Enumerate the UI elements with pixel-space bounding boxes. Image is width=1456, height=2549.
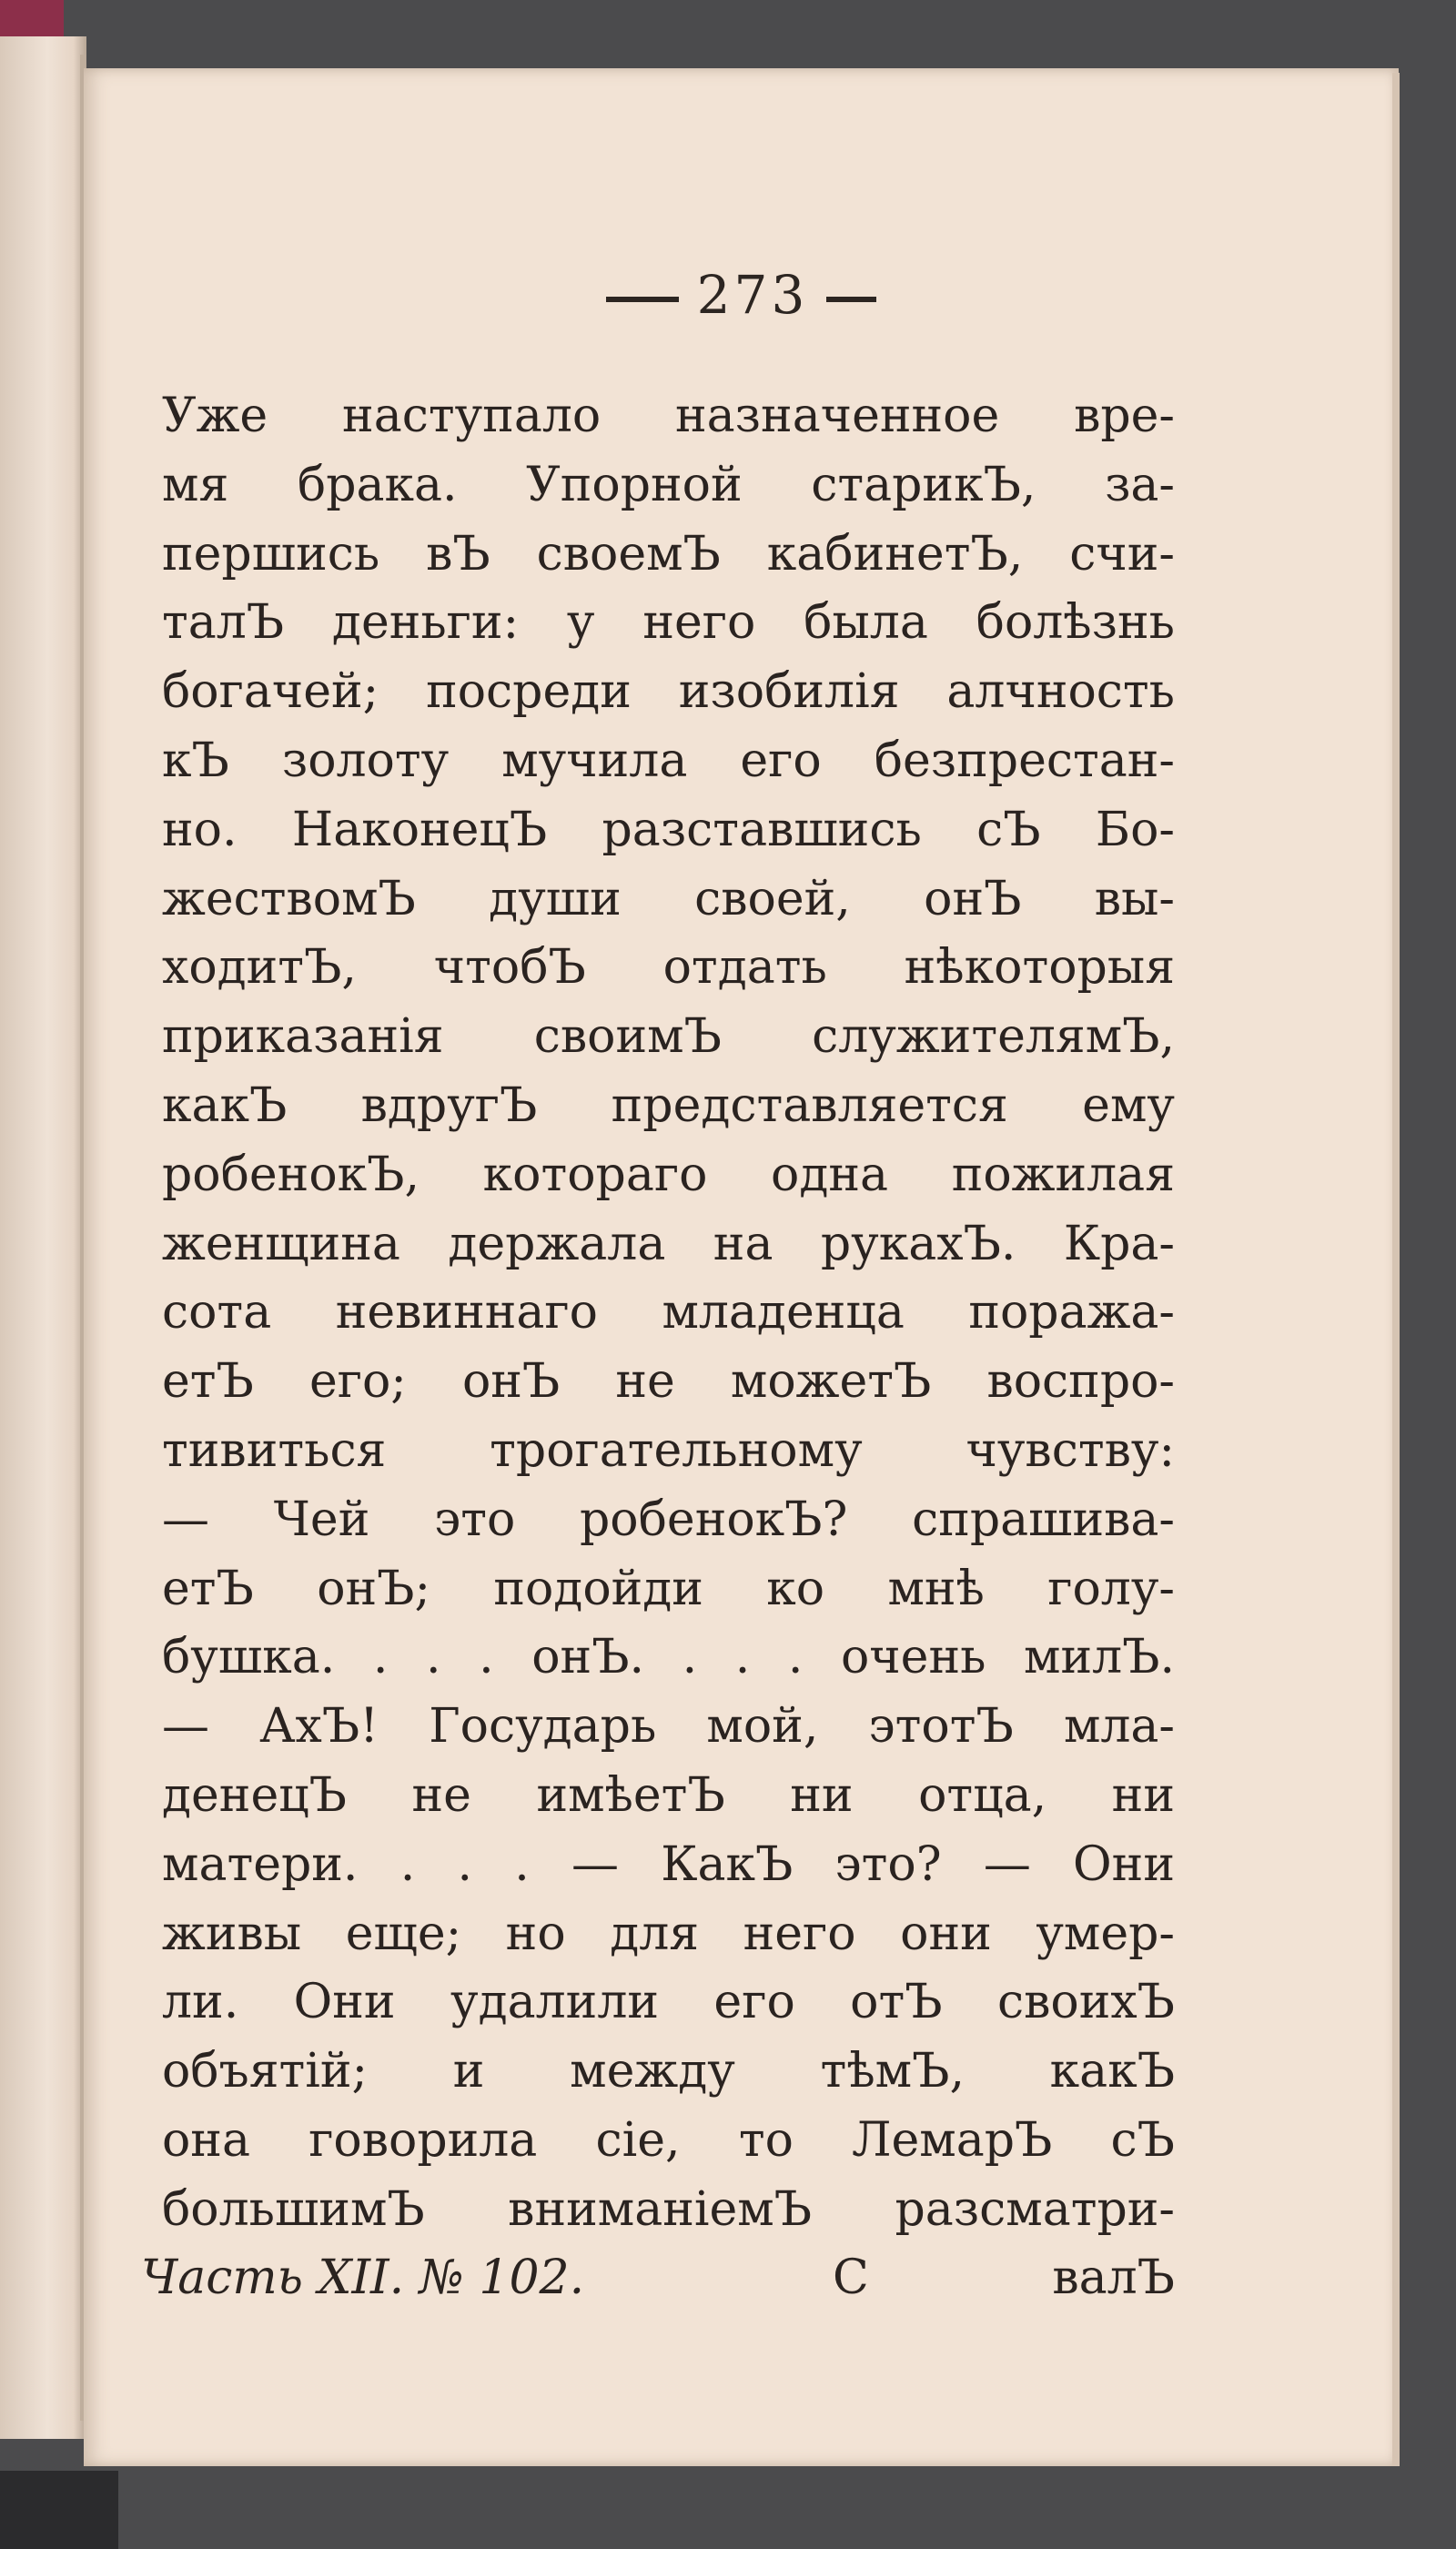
text-line: ли. Они удалили его отЪ своихЪ: [162, 1975, 1175, 2030]
body-text: [162, 382, 1175, 2245]
text-line: богачей; посреди изобилія алчность: [162, 664, 1175, 720]
text-line: большимЪ вниманіемЪ разсматри-: [162, 2181, 1175, 2237]
book-spine: [0, 0, 64, 36]
text-line: сота невиннаго младенца поража-: [162, 1285, 1175, 1340]
text-line: — АхЪ! Государь мой, этотЪ мла-: [162, 1699, 1175, 1755]
page-number: [84, 264, 1399, 326]
text-line: жествомЪ души своей, онЪ вы-: [162, 871, 1175, 926]
background-strip: [0, 2471, 118, 2549]
text-line: матери. . . . — КакЪ это? — Они: [162, 1836, 1175, 1892]
signature-mark: Часть XII. № 102.: [141, 2251, 585, 2305]
text-line: женщина держала на рукахЪ. Кра-: [162, 1216, 1175, 1271]
text-line: бушка. . . . онЪ. . . . очень милЪ.: [162, 1630, 1175, 1685]
text-line: кЪ золоту мучила его безпрестан-: [162, 733, 1175, 788]
text-line: денецЪ не имѣетЪ ни отца, ни: [162, 1767, 1175, 1823]
ornament-dash-left: [606, 297, 679, 302]
gathering-letter: С: [833, 2251, 869, 2305]
page-footer: [141, 2243, 1175, 2312]
text-line: робенокЪ, котораго одна пожилая: [162, 1147, 1175, 1202]
text-line: какЪ вдругЪ представляется ему: [162, 1077, 1175, 1133]
ornament-dash-right: [826, 297, 876, 302]
page-number-value: 273: [696, 264, 809, 326]
text-line: першись вЪ своемЪ кабинетЪ, счи-: [162, 526, 1175, 582]
text-line: — Чей это робенокЪ? спрашива-: [162, 1492, 1175, 1547]
text-line: мя брака. Упорной старикЪ, за-: [162, 457, 1175, 512]
text-line: приказанія своимЪ служителямЪ,: [162, 1009, 1175, 1065]
catchword: валЪ: [1052, 2251, 1175, 2305]
text-line: объятій; и между тѣмЪ, какЪ: [162, 2044, 1175, 2099]
text-line: етЪ его; онЪ не можетЪ воспро-: [162, 1354, 1175, 1410]
text-line: живы еще; но для него они умер-: [162, 1906, 1175, 1961]
text-line: она говорила сіе, то ЛемарЪ сЪ: [162, 2112, 1175, 2168]
page-edge: [1392, 73, 1400, 2466]
text-line: но. НаконецЪ разставшись сЪ Бо-: [162, 802, 1175, 857]
text-line: тивиться трогательному чувству:: [162, 1422, 1175, 1478]
text-line: Уже наступало назначенное вре-: [162, 389, 1175, 443]
left-page: [0, 36, 86, 2439]
text-line: етЪ онЪ; подойди ко мнѣ голу-: [162, 1561, 1175, 1616]
text-line: ходитЪ, чтобЪ отдать нѣкоторыя: [162, 940, 1175, 996]
text-line: талЪ деньги: у него была болѣзнь: [162, 595, 1175, 651]
